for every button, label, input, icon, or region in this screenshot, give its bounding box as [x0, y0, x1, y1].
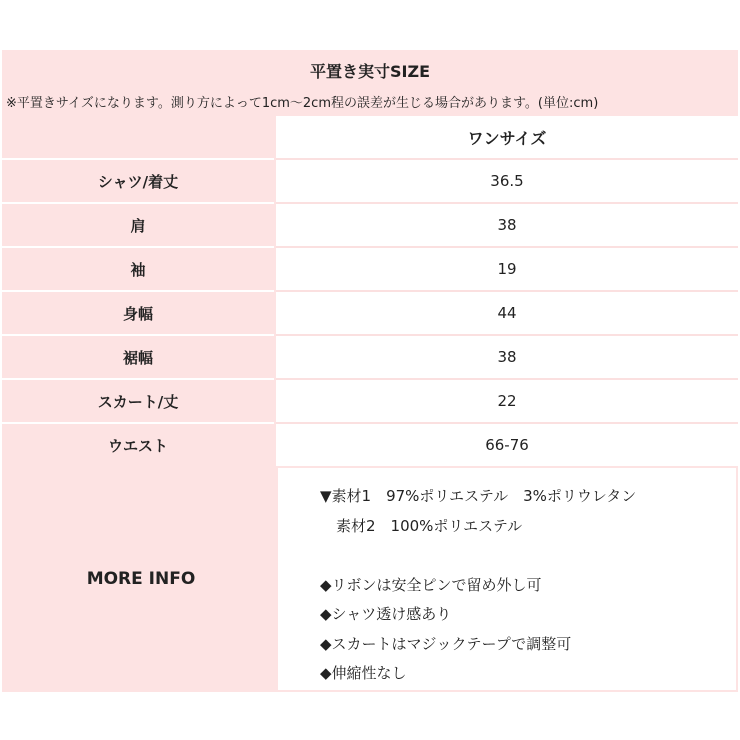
more-info-label: MORE INFO — [4, 468, 278, 690]
more-info-box — [2, 466, 738, 692]
table-row — [2, 159, 738, 203]
size-note: ※平置きサイズになります。測り方によって1cm〜2cm程の誤差が生じる場合があります。(単位:cm) — [6, 96, 599, 111]
row-label: スカート/丈 — [2, 379, 275, 423]
material-line-2: 素材2 100%ポリエステル — [336, 516, 523, 535]
row-label: 袖 — [2, 247, 275, 291]
size-table — [2, 116, 738, 468]
note-line: ◆伸縮性なし — [320, 664, 407, 682]
row-label: 肩 — [2, 203, 275, 247]
note-line: ◆シャツ透け感あり — [320, 605, 452, 623]
size-title: 平置き実寸SIZE — [309, 62, 430, 81]
row-label: シャツ/着丈 — [2, 159, 275, 203]
table-corner-cell — [2, 116, 275, 159]
table-row — [2, 203, 738, 247]
note-line: ◆リボンは安全ピンで留め外し可 — [320, 575, 542, 594]
row-value: 38 — [275, 203, 738, 247]
row-value: 66-76 — [275, 423, 738, 467]
row-label: 身幅 — [2, 291, 275, 335]
table-row — [2, 335, 738, 379]
note-line: ◆スカートはマジックテープで調整可 — [320, 634, 572, 653]
table-row — [2, 247, 738, 291]
size-header — [2, 50, 738, 116]
row-label: ウエスト — [2, 423, 275, 467]
table-row — [2, 291, 738, 335]
material-line-1: ▼素材1 97%ポリエステル 3%ポリウレタン — [320, 487, 637, 505]
table-row — [2, 423, 738, 467]
row-value: 19 — [275, 247, 738, 291]
row-value: 38 — [275, 335, 738, 379]
table-row — [2, 379, 738, 423]
row-value: 22 — [275, 379, 738, 423]
row-label: 裾幅 — [2, 335, 275, 379]
spacer — [320, 541, 636, 571]
more-info-lines — [320, 482, 636, 689]
column-header-one-size: ワンサイズ — [275, 116, 738, 159]
table-header-row — [2, 116, 738, 159]
row-value: 44 — [275, 291, 738, 335]
row-value: 36.5 — [275, 159, 738, 203]
